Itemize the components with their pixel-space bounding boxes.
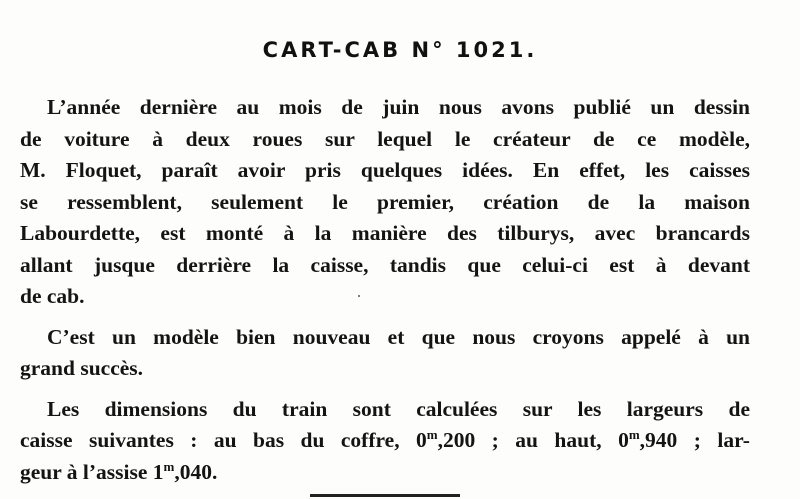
- text-line: de voiture à deux roues sur lequel le créateur de ce modèle,: [20, 126, 750, 151]
- text-line: L’année dernière au mois de juin nous avons publié un dessin: [47, 95, 750, 119]
- text-line: C’est un modèle bien nouveau et que nous croyons appelé à un: [47, 324, 750, 349]
- text-line: grand succès.: [20, 356, 144, 380]
- paragraph-1: [20, 92, 750, 313]
- text-line: Les dimensions du train sont calculées sur les largeurs de: [47, 396, 750, 421]
- text-line: M. Floquet, paraît avoir pris quelques idées. En effet, les caisses: [20, 158, 750, 182]
- text-line: geur à l’assise 1$^m$,040.: [20, 458, 218, 484]
- text-line: de cab.: [20, 284, 85, 308]
- text-line: allant jusque derrière la caisse, tandis que celui-ci est à devant: [20, 252, 750, 277]
- text-line: Labourdette, est monté à la manière des tilburys, avec brancards: [20, 221, 750, 245]
- paragraph-2: [20, 322, 750, 385]
- text-line: se ressemblent, seulement le premier, création de la maison: [20, 189, 750, 214]
- section-rule: [310, 494, 460, 497]
- print-speck: [358, 295, 360, 297]
- page-title: CART-CAB N° 1021.: [262, 38, 538, 62]
- article-body: [20, 92, 750, 497]
- paragraph-3: [20, 394, 750, 489]
- text-line: caisse suivantes : au bas du coffre, 0$^m$,200 ; au haut, 0$^m$,940 ; lar-: [20, 427, 750, 452]
